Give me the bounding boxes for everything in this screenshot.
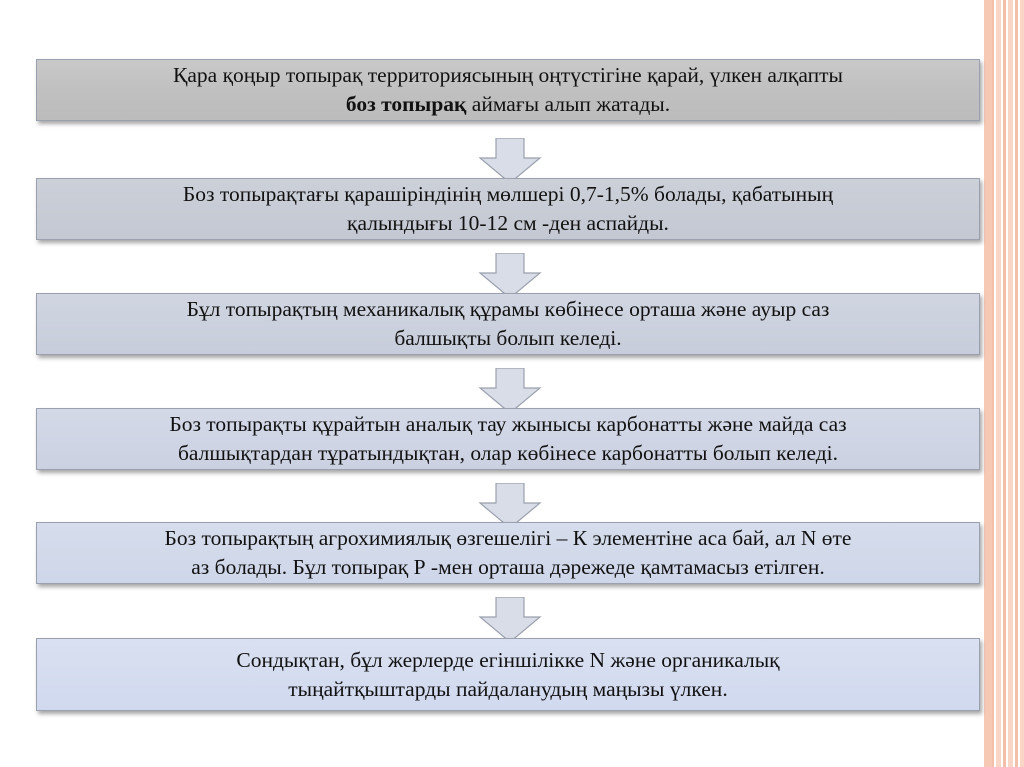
down-arrow-icon xyxy=(478,597,542,643)
flow-step-6 xyxy=(36,638,980,711)
step-1-line-1: Қара қоңыр топырақ территориясының оңтүстігіне қарай, үлкен алқапты xyxy=(173,63,843,87)
flow-step-3-text xyxy=(187,295,830,353)
step-2-line-2: қалындығы 10-12 см -ден аспайды. xyxy=(347,211,669,235)
flow-step-3 xyxy=(36,293,980,355)
flow-step-2 xyxy=(36,178,980,240)
step-3-line-1: Бұл топырақтың механикалық құрамы көбiнесе орташа және ауыр саз xyxy=(186,297,830,321)
step-4-line-2: балшықтардан тұратындықтан, олар көбiнесе карбонатты болып келедi. xyxy=(177,441,839,465)
flow-step-5 xyxy=(36,522,980,584)
step-5-line-1: Боз топырақтың агрохимиялық өзгешелiгi – К элементiне аса бай, ал N өте xyxy=(164,526,852,550)
flow-step-4-text xyxy=(169,410,846,468)
step-1-bold-term: боз топырақ xyxy=(345,92,467,116)
step-6-line-2: тыңайтқыштарды пайдаланудың маңызы үлкен. xyxy=(288,676,728,701)
step-2-line-1: Боз топырақтағы қарашiрiндiнiң мөлшерi 0,7-1,5% болады, қабатының xyxy=(182,182,834,206)
step-5-line-2: аз болады. Бұл топырақ Р -мен орташа дәрежеде қамтамасыз етiлген. xyxy=(191,555,825,579)
flow-step-1 xyxy=(36,59,980,121)
flow-step-6-text xyxy=(236,646,779,704)
step-6-line-1: Сондықтан, бұл жерлерде егiншiлiкке N және органикалық xyxy=(236,647,780,672)
step-1-line-2: аймағы алып жатады. xyxy=(466,92,671,116)
step-4-line-1: Боз топырақты құрайтын аналық тау жынысы карбонатты және майда саз xyxy=(169,412,847,436)
flow-step-1-text xyxy=(173,61,843,119)
flow-step-2-text xyxy=(183,180,833,238)
step-3-line-2: балшықты болып келедi. xyxy=(394,326,622,350)
flow-step-5-text xyxy=(165,524,852,582)
flow-step-4 xyxy=(36,408,980,470)
